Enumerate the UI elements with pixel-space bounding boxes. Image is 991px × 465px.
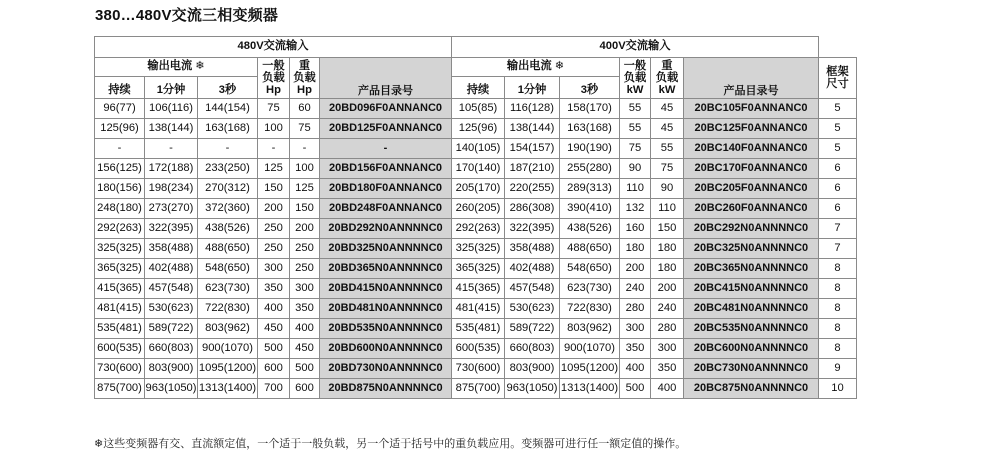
heavy-duty-hp-cell: 60 xyxy=(290,99,320,119)
output-current-header-480v: 输出电流 ❄ xyxy=(95,58,258,77)
normal-duty-hp-header: 一般 负载 Hp xyxy=(258,58,290,99)
one-minute-480v-cell: 803(900) xyxy=(145,359,198,379)
one-minute-400v-cell: 530(623) xyxy=(505,299,560,319)
continuous-400v-cell: 325(325) xyxy=(452,239,505,259)
normal-duty-kw-cell: 55 xyxy=(620,119,651,139)
continuous-480v-cell: 156(125) xyxy=(95,159,145,179)
one-minute-480v-cell: 138(144) xyxy=(145,119,198,139)
continuous-480v-cell: 415(365) xyxy=(95,279,145,299)
frame-size-cell: 9 xyxy=(819,359,857,379)
normal-duty-kw-header: 一般 负载 kW xyxy=(620,58,651,99)
footnote: ❄这些变频器有交、直流额定值，一个适于一般负载，另一个适于括号中的重负载应用。变频器可进行任一额定值的操作。 xyxy=(94,438,687,450)
three-second-400v-cell: 900(1070) xyxy=(560,339,620,359)
catalog-number-400v-cell: 20BC415N0ANNNNC0 xyxy=(684,279,819,299)
heavy-duty-kw-cell: 280 xyxy=(651,319,684,339)
heavy-duty-kw-cell: 110 xyxy=(651,199,684,219)
continuous-header-480v: 持续 xyxy=(95,77,145,99)
one-minute-400v-cell: 138(144) xyxy=(505,119,560,139)
continuous-400v-cell: 730(600) xyxy=(452,359,505,379)
three-second-480v-cell: 163(168) xyxy=(198,119,258,139)
catalog-number-400v-cell: 20BC325N0ANNNNC0 xyxy=(684,239,819,259)
normal-duty-kw-cell: 90 xyxy=(620,159,651,179)
normal-duty-hp-cell: 450 xyxy=(258,319,290,339)
continuous-480v-cell: 365(325) xyxy=(95,259,145,279)
catalog-number-400v-cell: 20BC205F0ANNANC0 xyxy=(684,179,819,199)
normal-duty-hp-cell: 75 xyxy=(258,99,290,119)
heavy-duty-hp-cell: 200 xyxy=(290,219,320,239)
continuous-400v-cell: 140(105) xyxy=(452,139,505,159)
heavy-duty-kw-cell: 75 xyxy=(651,159,684,179)
three-second-400v-cell: 548(650) xyxy=(560,259,620,279)
heavy-duty-kw-cell: 90 xyxy=(651,179,684,199)
catalog-number-400v-cell: 20BC481N0ANNNNC0 xyxy=(684,299,819,319)
normal-duty-hp-cell: 300 xyxy=(258,259,290,279)
continuous-480v-cell: 730(600) xyxy=(95,359,145,379)
continuous-400v-cell: 365(325) xyxy=(452,259,505,279)
one-minute-400v-cell: 187(210) xyxy=(505,159,560,179)
three-second-480v-cell: 722(830) xyxy=(198,299,258,319)
one-minute-400v-cell: 402(488) xyxy=(505,259,560,279)
one-minute-400v-cell: 116(128) xyxy=(505,99,560,119)
three-second-480v-cell: 270(312) xyxy=(198,179,258,199)
normal-duty-hp-cell: 600 xyxy=(258,359,290,379)
group-header-400v: 400V交流输入 xyxy=(452,37,819,58)
continuous-400v-cell: 205(170) xyxy=(452,179,505,199)
three-second-400v-cell: 488(650) xyxy=(560,239,620,259)
catalog-number-400v-cell: 20BC260F0ANNANC0 xyxy=(684,199,819,219)
one-minute-400v-cell: 286(308) xyxy=(505,199,560,219)
normal-duty-kw-cell: 280 xyxy=(620,299,651,319)
three-second-400v-cell: 255(280) xyxy=(560,159,620,179)
catalog-number-480v-cell: 20BD156F0ANNANC0 xyxy=(320,159,452,179)
frame-size-cell: 5 xyxy=(819,139,857,159)
three-second-480v-cell: 1313(1400) xyxy=(198,379,258,399)
one-minute-400v-cell: 154(157) xyxy=(505,139,560,159)
frame-size-header: 框架 尺寸 xyxy=(819,58,857,99)
normal-duty-hp-cell: 100 xyxy=(258,119,290,139)
continuous-header-400v: 持续 xyxy=(452,77,505,99)
continuous-480v-cell: 325(325) xyxy=(95,239,145,259)
one-minute-480v-cell: 172(188) xyxy=(145,159,198,179)
drive-ratings-table xyxy=(94,36,857,399)
three-second-400v-cell: 438(526) xyxy=(560,219,620,239)
catalog-number-400v-cell: 20BC730N0ANNNNC0 xyxy=(684,359,819,379)
three-second-400v-cell: 158(170) xyxy=(560,99,620,119)
heavy-duty-kw-cell: 45 xyxy=(651,99,684,119)
frame-size-cell: 6 xyxy=(819,199,857,219)
normal-duty-hp-cell: 125 xyxy=(258,159,290,179)
normal-duty-kw-cell: 240 xyxy=(620,279,651,299)
three-second-400v-cell: 1313(1400) xyxy=(560,379,620,399)
continuous-400v-cell: 292(263) xyxy=(452,219,505,239)
one-minute-480v-cell: 457(548) xyxy=(145,279,198,299)
catalog-number-400v-cell: 20BC125F0ANNANC0 xyxy=(684,119,819,139)
one-minute-480v-cell: 358(488) xyxy=(145,239,198,259)
three-second-480v-cell: 900(1070) xyxy=(198,339,258,359)
catalog-number-header-400v: 产品目录号 xyxy=(684,58,819,99)
one-minute-480v-cell: 660(803) xyxy=(145,339,198,359)
catalog-number-400v-cell: 20BC535N0ANNNNC0 xyxy=(684,319,819,339)
continuous-480v-cell: 875(700) xyxy=(95,379,145,399)
heavy-duty-hp-cell: 125 xyxy=(290,179,320,199)
heavy-duty-kw-cell: 180 xyxy=(651,259,684,279)
one-minute-400v-cell: 220(255) xyxy=(505,179,560,199)
catalog-number-480v-cell: 20BD875N0ANNNNC0 xyxy=(320,379,452,399)
heavy-duty-hp-cell: 500 xyxy=(290,359,320,379)
catalog-number-480v-cell: - xyxy=(320,139,452,159)
heavy-duty-kw-cell: 200 xyxy=(651,279,684,299)
normal-duty-kw-cell: 300 xyxy=(620,319,651,339)
continuous-480v-cell: 96(77) xyxy=(95,99,145,119)
continuous-480v-cell: 481(415) xyxy=(95,299,145,319)
catalog-number-480v-cell: 20BD365N0ANNNNC0 xyxy=(320,259,452,279)
one-minute-480v-cell: 963(1050) xyxy=(145,379,198,399)
one-minute-400v-cell: 803(900) xyxy=(505,359,560,379)
one-minute-480v-cell: - xyxy=(145,139,198,159)
one-minute-480v-cell: 589(722) xyxy=(145,319,198,339)
normal-duty-kw-cell: 132 xyxy=(620,199,651,219)
normal-duty-hp-cell: 250 xyxy=(258,239,290,259)
three-second-480v-cell: 144(154) xyxy=(198,99,258,119)
normal-duty-kw-cell: 160 xyxy=(620,219,651,239)
frame-size-cell: 8 xyxy=(819,259,857,279)
three-second-480v-cell: 623(730) xyxy=(198,279,258,299)
one-minute-400v-cell: 322(395) xyxy=(505,219,560,239)
normal-duty-kw-cell: 400 xyxy=(620,359,651,379)
catalog-number-400v-cell: 20BC140F0ANNANC0 xyxy=(684,139,819,159)
normal-duty-hp-cell: 500 xyxy=(258,339,290,359)
heavy-duty-hp-cell: 250 xyxy=(290,259,320,279)
catalog-number-480v-cell: 20BD248F0ANNANC0 xyxy=(320,199,452,219)
three-second-400v-cell: 803(962) xyxy=(560,319,620,339)
heavy-duty-kw-cell: 180 xyxy=(651,239,684,259)
one-minute-480v-cell: 198(234) xyxy=(145,179,198,199)
catalog-number-480v-cell: 20BD415N0ANNNNC0 xyxy=(320,279,452,299)
continuous-480v-cell: 125(96) xyxy=(95,119,145,139)
heavy-duty-hp-cell: 75 xyxy=(290,119,320,139)
catalog-number-400v-cell: 20BC600N0ANNNNC0 xyxy=(684,339,819,359)
heavy-duty-hp-cell: 100 xyxy=(290,159,320,179)
catalog-number-480v-cell: 20BD325N0ANNNNC0 xyxy=(320,239,452,259)
heavy-duty-hp-cell: - xyxy=(290,139,320,159)
continuous-400v-cell: 600(535) xyxy=(452,339,505,359)
heavy-duty-kw-cell: 350 xyxy=(651,359,684,379)
normal-duty-hp-cell: 200 xyxy=(258,199,290,219)
continuous-400v-cell: 125(96) xyxy=(452,119,505,139)
one-minute-480v-cell: 273(270) xyxy=(145,199,198,219)
three-second-480v-cell: 803(962) xyxy=(198,319,258,339)
heavy-duty-kw-cell: 55 xyxy=(651,139,684,159)
three-second-400v-cell: 1095(1200) xyxy=(560,359,620,379)
three-second-header-400v: 3秒 xyxy=(560,77,620,99)
three-second-480v-cell: 488(650) xyxy=(198,239,258,259)
continuous-480v-cell: 292(263) xyxy=(95,219,145,239)
catalog-number-480v-cell: 20BD096F0ANNANC0 xyxy=(320,99,452,119)
page-title: 380…480V交流三相变频器 xyxy=(95,7,279,24)
table-row xyxy=(95,319,857,339)
one-minute-400v-cell: 457(548) xyxy=(505,279,560,299)
normal-duty-hp-cell: 250 xyxy=(258,219,290,239)
three-second-480v-cell: 548(650) xyxy=(198,259,258,279)
catalog-number-400v-cell: 20BC105F0ANNANC0 xyxy=(684,99,819,119)
normal-duty-kw-cell: 180 xyxy=(620,239,651,259)
table-body xyxy=(95,99,857,399)
frame-size-cell: 8 xyxy=(819,339,857,359)
heavy-duty-hp-cell: 450 xyxy=(290,339,320,359)
heavy-duty-hp-cell: 300 xyxy=(290,279,320,299)
frame-size-cell: 7 xyxy=(819,219,857,239)
continuous-480v-cell: 248(180) xyxy=(95,199,145,219)
header-spacer xyxy=(819,37,857,58)
three-second-480v-cell: 1095(1200) xyxy=(198,359,258,379)
three-second-400v-cell: 390(410) xyxy=(560,199,620,219)
heavy-duty-kw-header: 重 负载 kW xyxy=(651,58,684,99)
three-second-480v-cell: 372(360) xyxy=(198,199,258,219)
heavy-duty-hp-cell: 400 xyxy=(290,319,320,339)
table-row xyxy=(95,259,857,279)
three-second-400v-cell: 163(168) xyxy=(560,119,620,139)
frame-size-cell: 8 xyxy=(819,319,857,339)
catalog-number-480v-cell: 20BD535N0ANNNNC0 xyxy=(320,319,452,339)
heavy-duty-kw-cell: 240 xyxy=(651,299,684,319)
heavy-duty-kw-cell: 45 xyxy=(651,119,684,139)
table-row xyxy=(95,99,857,119)
heavy-duty-kw-cell: 400 xyxy=(651,379,684,399)
frame-size-cell: 8 xyxy=(819,279,857,299)
heavy-duty-hp-cell: 250 xyxy=(290,239,320,259)
table-row xyxy=(95,359,857,379)
catalog-number-480v-cell: 20BD180F0ANNANC0 xyxy=(320,179,452,199)
catalog-number-480v-cell: 20BD600N0ANNNNC0 xyxy=(320,339,452,359)
continuous-400v-cell: 415(365) xyxy=(452,279,505,299)
heavy-duty-kw-cell: 300 xyxy=(651,339,684,359)
normal-duty-hp-cell: 350 xyxy=(258,279,290,299)
frame-size-cell: 6 xyxy=(819,159,857,179)
table-row xyxy=(95,239,857,259)
one-minute-480v-cell: 530(623) xyxy=(145,299,198,319)
catalog-number-header-480v: 产品目录号 xyxy=(320,58,452,99)
normal-duty-kw-cell: 75 xyxy=(620,139,651,159)
continuous-400v-cell: 875(700) xyxy=(452,379,505,399)
one-minute-400v-cell: 589(722) xyxy=(505,319,560,339)
three-second-480v-cell: 438(526) xyxy=(198,219,258,239)
table-row xyxy=(95,219,857,239)
heavy-duty-hp-cell: 600 xyxy=(290,379,320,399)
normal-duty-kw-cell: 350 xyxy=(620,339,651,359)
normal-duty-hp-cell: 400 xyxy=(258,299,290,319)
frame-size-cell: 8 xyxy=(819,299,857,319)
normal-duty-kw-cell: 110 xyxy=(620,179,651,199)
heavy-duty-hp-header: 重 负载 Hp xyxy=(290,58,320,99)
normal-duty-hp-cell: - xyxy=(258,139,290,159)
continuous-400v-cell: 105(85) xyxy=(452,99,505,119)
frame-size-cell: 7 xyxy=(819,239,857,259)
catalog-number-400v-cell: 20BC292N0ANNNNC0 xyxy=(684,219,819,239)
normal-duty-kw-cell: 55 xyxy=(620,99,651,119)
catalog-number-480v-cell: 20BD481N0ANNNNC0 xyxy=(320,299,452,319)
three-second-400v-cell: 623(730) xyxy=(560,279,620,299)
one-minute-480v-cell: 106(116) xyxy=(145,99,198,119)
catalog-number-480v-cell: 20BD125F0ANNANC0 xyxy=(320,119,452,139)
three-second-400v-cell: 289(313) xyxy=(560,179,620,199)
normal-duty-kw-cell: 500 xyxy=(620,379,651,399)
heavy-duty-kw-cell: 150 xyxy=(651,219,684,239)
table-row xyxy=(95,279,857,299)
frame-size-cell: 10 xyxy=(819,379,857,399)
continuous-480v-cell: 180(156) xyxy=(95,179,145,199)
one-minute-480v-cell: 402(488) xyxy=(145,259,198,279)
heavy-duty-hp-cell: 150 xyxy=(290,199,320,219)
one-minute-400v-cell: 963(1050) xyxy=(505,379,560,399)
continuous-400v-cell: 170(140) xyxy=(452,159,505,179)
three-second-400v-cell: 190(190) xyxy=(560,139,620,159)
table-row xyxy=(95,339,857,359)
normal-duty-hp-cell: 700 xyxy=(258,379,290,399)
table-row xyxy=(95,119,857,139)
catalog-number-400v-cell: 20BC365N0ANNNNC0 xyxy=(684,259,819,279)
output-current-header-400v: 输出电流 ❄ xyxy=(452,58,620,77)
group-header-480v: 480V交流输入 xyxy=(95,37,452,58)
frame-size-cell: 5 xyxy=(819,99,857,119)
continuous-400v-cell: 260(205) xyxy=(452,199,505,219)
continuous-480v-cell: 600(535) xyxy=(95,339,145,359)
one-minute-400v-cell: 358(488) xyxy=(505,239,560,259)
table-row xyxy=(95,199,857,219)
three-second-header-480v: 3秒 xyxy=(198,77,258,99)
three-second-480v-cell: 233(250) xyxy=(198,159,258,179)
three-second-480v-cell: - xyxy=(198,139,258,159)
one-minute-header-480v: 1分钟 xyxy=(145,77,198,99)
continuous-480v-cell: - xyxy=(95,139,145,159)
table-row xyxy=(95,379,857,399)
frame-size-cell: 5 xyxy=(819,119,857,139)
catalog-number-480v-cell: 20BD292N0ANNNNC0 xyxy=(320,219,452,239)
catalog-number-480v-cell: 20BD730N0ANNNNC0 xyxy=(320,359,452,379)
table-row xyxy=(95,159,857,179)
catalog-number-400v-cell: 20BC875N0ANNNNC0 xyxy=(684,379,819,399)
three-second-400v-cell: 722(830) xyxy=(560,299,620,319)
one-minute-480v-cell: 322(395) xyxy=(145,219,198,239)
one-minute-header-400v: 1分钟 xyxy=(505,77,560,99)
heavy-duty-hp-cell: 350 xyxy=(290,299,320,319)
normal-duty-kw-cell: 200 xyxy=(620,259,651,279)
continuous-400v-cell: 481(415) xyxy=(452,299,505,319)
frame-size-cell: 6 xyxy=(819,179,857,199)
table-row xyxy=(95,299,857,319)
catalog-number-400v-cell: 20BC170F0ANNANC0 xyxy=(684,159,819,179)
normal-duty-hp-cell: 150 xyxy=(258,179,290,199)
table-row xyxy=(95,179,857,199)
one-minute-400v-cell: 660(803) xyxy=(505,339,560,359)
continuous-400v-cell: 535(481) xyxy=(452,319,505,339)
table-row xyxy=(95,139,857,159)
continuous-480v-cell: 535(481) xyxy=(95,319,145,339)
